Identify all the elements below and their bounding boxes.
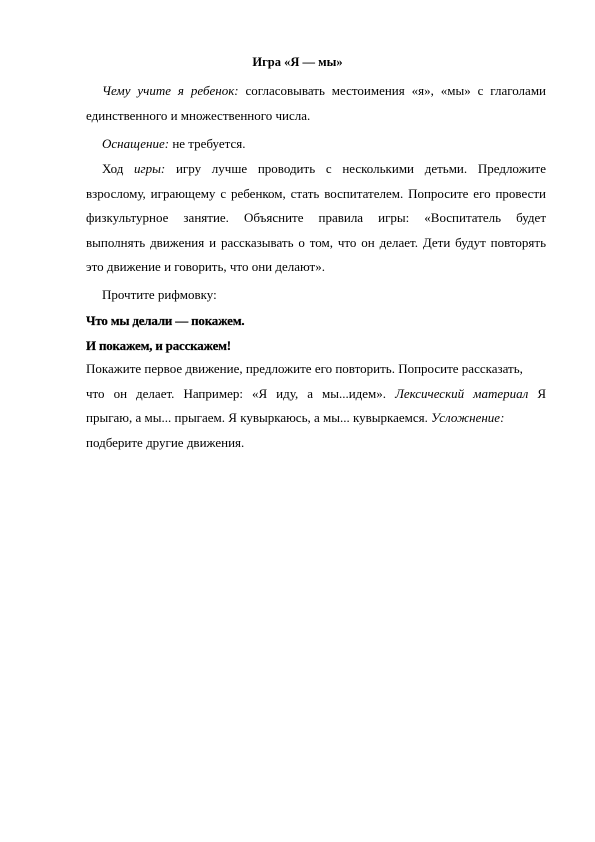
goal-text: согласовывать местоимения «я», «мы» с глаголами xyxy=(245,83,547,98)
paragraph-instructions xyxy=(86,357,546,455)
paragraph-goal-line-1 xyxy=(86,79,546,104)
instructions-line-2-text: что он делает. Например: «Я иду, а мы...идем». xyxy=(86,385,387,401)
game-process-line-1 xyxy=(86,157,546,182)
paragraph-equipment xyxy=(86,132,546,157)
game-process-line-5: это движение и говорить, что они делают». xyxy=(86,259,325,274)
paragraph-game-process xyxy=(86,157,546,280)
instructions-line-3 xyxy=(86,406,546,431)
instructions-line-3-text: прыгаю, а мы... прыгаем. Я кувыркаюсь, а мы... кувыркаемся. xyxy=(86,410,428,425)
game-process-line-2: взрослому, играющему с ребенком, стать воспитателем. Попросите его провести xyxy=(86,185,546,201)
instructions-line-4: подберите другие движения. xyxy=(86,434,245,450)
instructions-line-2 xyxy=(86,382,546,407)
complication-label: Усложнение: xyxy=(431,410,505,425)
paragraph-read-rhyme: Прочтите рифмовку: xyxy=(102,287,217,302)
instructions-line-2-end: Я xyxy=(537,385,547,401)
game-process-prefix: Ход xyxy=(102,161,124,176)
page-title: Игра «Я — мы» xyxy=(252,55,343,69)
paragraph-goal xyxy=(86,79,546,128)
game-process-text-1: игру лучше проводить с несколькими детьми. Предложите xyxy=(175,161,547,176)
equipment-label: Оснащение: xyxy=(102,136,170,151)
game-process-line-4: выполнять движения и рассказывать о том, что он делает. Дети будут повторять xyxy=(86,234,546,250)
lexical-material-label: Лексический материал xyxy=(395,385,529,401)
rhyme-line-1: Что мы делали — покажем. xyxy=(86,313,245,328)
equipment-text: не требуется. xyxy=(172,136,246,151)
game-process-line-3: физкультурное занятие. Объясните правила игры: «Воспитатель будет xyxy=(86,210,546,225)
goal-label: Чему учите я ребенок: xyxy=(102,83,239,98)
rhyme-line-2: И покажем, и расскажем! xyxy=(86,338,231,353)
instructions-line-1: Покажите первое движение, предложите его повторить. Попросите рассказать, xyxy=(86,361,523,376)
game-process-label: игры: xyxy=(134,161,166,176)
paragraph-goal-line-2: единственного и множественного числа. xyxy=(86,107,311,123)
